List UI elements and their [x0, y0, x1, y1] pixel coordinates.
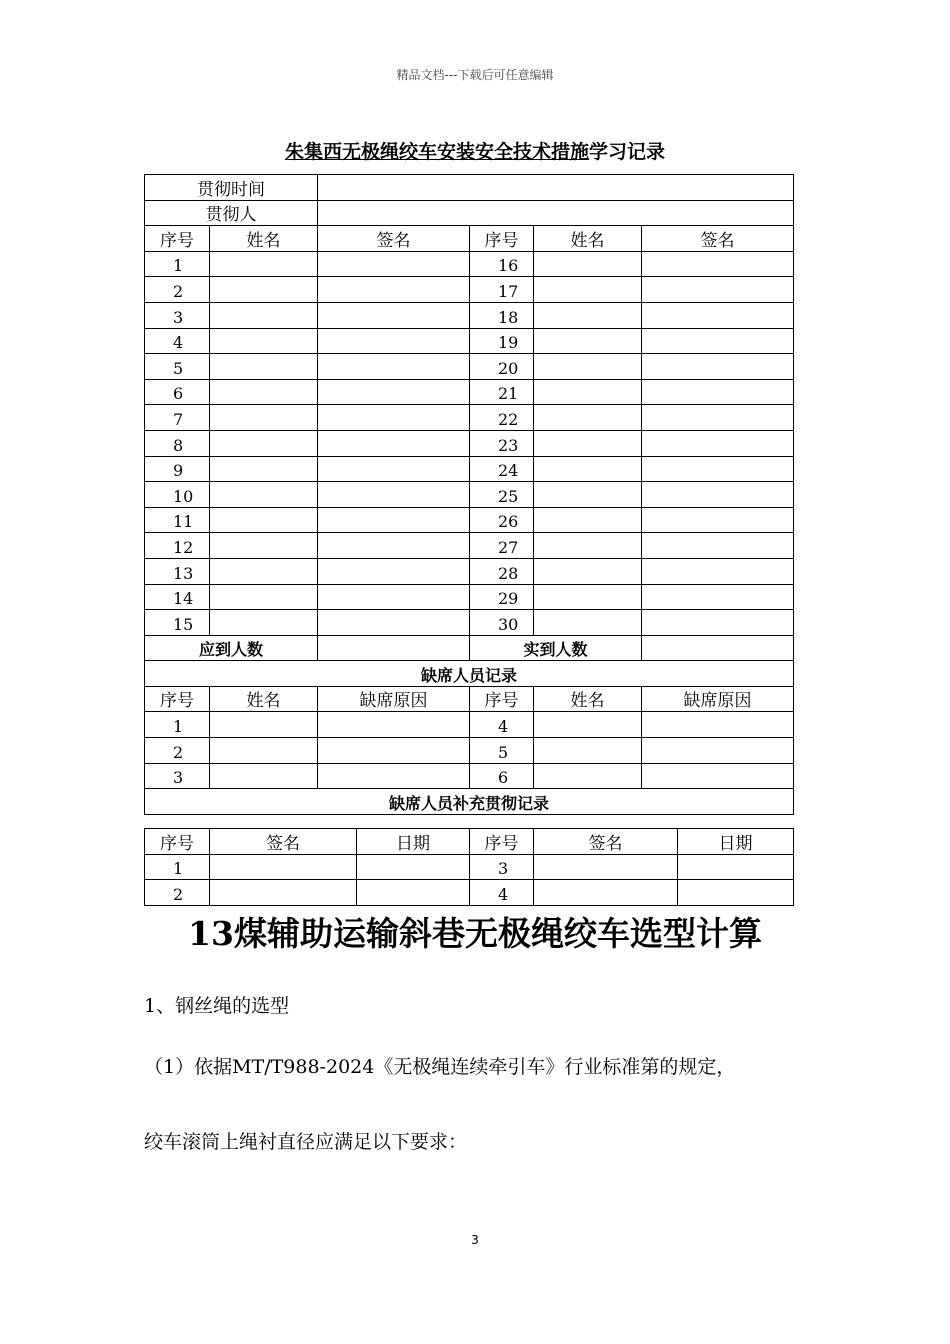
reason-cell: [318, 763, 470, 789]
row-number: 5: [145, 354, 210, 380]
sign-cell: [534, 880, 678, 906]
row-number: 3: [145, 763, 210, 789]
attendance-row: [145, 558, 794, 584]
sign-cell: [642, 430, 794, 456]
row-number: 26: [470, 507, 534, 533]
header-sign: 签名: [210, 829, 357, 855]
row-number: 2: [145, 277, 210, 303]
row-number: 14: [145, 584, 210, 610]
header-reason: 缺席原因: [642, 686, 794, 712]
row-number: 22: [470, 405, 534, 431]
sign-cell: [642, 302, 794, 328]
row-number: 19: [470, 328, 534, 354]
row-number: 10: [145, 482, 210, 508]
row-number: 27: [470, 533, 534, 559]
sign-cell: [318, 328, 470, 354]
sign-cell: [210, 854, 357, 880]
supplement-record-title: 缺席人员补充贯彻记录: [145, 789, 794, 815]
header-seq: 序号: [470, 686, 534, 712]
name-cell: [210, 507, 318, 533]
sign-cell: [642, 584, 794, 610]
attendance-row: [145, 302, 794, 328]
attendance-header-row: [145, 226, 794, 252]
name-cell: [534, 610, 642, 636]
header-date: 日期: [678, 829, 794, 855]
paragraph-1: 1、钢丝绳的选型: [144, 995, 290, 1017]
absent-header-row: [145, 686, 794, 712]
header-sign: 签名: [318, 226, 470, 252]
header-name: 姓名: [534, 686, 642, 712]
row-number: 1: [145, 251, 210, 277]
header-seq: 序号: [470, 226, 534, 252]
row-number: 4: [145, 328, 210, 354]
name-cell: [210, 354, 318, 380]
attendance-row: [145, 610, 794, 636]
name-cell: [210, 277, 318, 303]
form-title-rest: 学习记录: [589, 141, 666, 163]
sign-cell: [318, 302, 470, 328]
header-sign: 签名: [642, 226, 794, 252]
person-value-cell: [318, 200, 794, 226]
expected-count-cell: [318, 635, 470, 661]
name-cell: [210, 379, 318, 405]
sign-cell: [318, 251, 470, 277]
header-seq: 序号: [145, 226, 210, 252]
sign-cell: [642, 251, 794, 277]
header-name: 姓名: [210, 686, 318, 712]
name-cell: [534, 302, 642, 328]
name-cell: [210, 302, 318, 328]
sign-cell: [642, 354, 794, 380]
name-cell: [210, 558, 318, 584]
row-number: 5: [470, 738, 534, 764]
row-number: 1: [145, 854, 210, 880]
row-number: 4: [470, 880, 534, 906]
sign-cell: [318, 584, 470, 610]
page-number: 3: [471, 1233, 479, 1247]
section-title: 13煤辅助运输斜巷无极绳绞车选型计算: [188, 914, 762, 953]
row-number: 18: [470, 302, 534, 328]
row-number: 8: [145, 430, 210, 456]
attendance-row: [145, 328, 794, 354]
name-cell: [534, 712, 642, 738]
name-cell: [534, 251, 642, 277]
row-number: 3: [470, 854, 534, 880]
attendance-row: [145, 507, 794, 533]
time-label: 贯彻时间: [145, 175, 318, 201]
supplement-row: [145, 854, 794, 880]
sign-cell: [318, 482, 470, 508]
name-cell: [534, 456, 642, 482]
supplement-header-row: [145, 829, 794, 855]
absent-title-row: [145, 661, 794, 687]
sign-cell: [642, 533, 794, 559]
supplement-title-row: [145, 789, 794, 815]
sign-cell: [642, 328, 794, 354]
sign-cell: [318, 533, 470, 559]
expected-count-label: 应到人数: [145, 635, 318, 661]
sign-cell: [642, 610, 794, 636]
reason-cell: [642, 712, 794, 738]
name-cell: [534, 482, 642, 508]
attendance-row: [145, 277, 794, 303]
name-cell: [210, 251, 318, 277]
sign-cell: [318, 507, 470, 533]
row-number: 28: [470, 558, 534, 584]
supplement-row: [145, 880, 794, 906]
sign-cell: [534, 854, 678, 880]
row-number: 16: [470, 251, 534, 277]
name-cell: [210, 533, 318, 559]
header-name: 姓名: [210, 226, 318, 252]
name-cell: [210, 763, 318, 789]
form-title-underlined: 朱集西无极绳绞车安装安全技术措施: [284, 141, 589, 163]
row-number: 6: [470, 763, 534, 789]
date-cell: [678, 854, 794, 880]
row-number: 1: [145, 712, 210, 738]
absent-row: [145, 738, 794, 764]
supplement-record-table: [144, 828, 794, 906]
header-note: 精品文档---下载后可任意编辑: [396, 68, 554, 82]
name-cell: [534, 558, 642, 584]
sign-cell: [642, 379, 794, 405]
row-number: 30: [470, 610, 534, 636]
name-cell: [210, 738, 318, 764]
row-number: 20: [470, 354, 534, 380]
attendance-row: [145, 379, 794, 405]
attendance-row: [145, 456, 794, 482]
form-title: [0, 137, 950, 164]
sign-cell: [642, 456, 794, 482]
name-cell: [210, 405, 318, 431]
date-cell: [357, 854, 470, 880]
name-cell: [210, 712, 318, 738]
row-number: 24: [470, 456, 534, 482]
sign-cell: [318, 379, 470, 405]
header-reason: 缺席原因: [318, 686, 470, 712]
name-cell: [534, 533, 642, 559]
actual-count-label: 实到人数: [470, 635, 642, 661]
absent-row: [145, 712, 794, 738]
header-seq: 序号: [145, 829, 210, 855]
name-cell: [210, 610, 318, 636]
time-value-cell: [318, 175, 794, 201]
absent-record-title: 缺席人员记录: [145, 661, 794, 687]
sign-cell: [318, 430, 470, 456]
person-row: [145, 200, 794, 226]
count-row: [145, 635, 794, 661]
date-cell: [357, 880, 470, 906]
date-cell: [678, 880, 794, 906]
actual-count-cell: [642, 635, 794, 661]
attendance-row: [145, 405, 794, 431]
name-cell: [534, 354, 642, 380]
header-sign: 签名: [534, 829, 678, 855]
sign-cell: [642, 558, 794, 584]
header-date: 日期: [357, 829, 470, 855]
reason-cell: [318, 712, 470, 738]
sign-cell: [318, 610, 470, 636]
sign-cell: [318, 354, 470, 380]
sign-cell: [318, 456, 470, 482]
name-cell: [534, 507, 642, 533]
sign-cell: [210, 880, 357, 906]
row-number: 13: [145, 558, 210, 584]
row-number: 6: [145, 379, 210, 405]
sign-cell: [642, 482, 794, 508]
sign-cell: [318, 558, 470, 584]
attendance-row: [145, 584, 794, 610]
name-cell: [210, 584, 318, 610]
row-number: 11: [145, 507, 210, 533]
row-number: 29: [470, 584, 534, 610]
name-cell: [534, 379, 642, 405]
sign-cell: [642, 405, 794, 431]
name-cell: [534, 430, 642, 456]
header-seq: 序号: [470, 829, 534, 855]
attendance-row: [145, 354, 794, 380]
sign-cell: [318, 405, 470, 431]
name-cell: [534, 405, 642, 431]
attendance-row: [145, 430, 794, 456]
reason-cell: [642, 763, 794, 789]
time-row: [145, 175, 794, 201]
header-name: 姓名: [534, 226, 642, 252]
sign-cell: [642, 277, 794, 303]
row-number: 15: [145, 610, 210, 636]
paragraph-2: （1）依据MT/T988-2024《无极绳连续牵引车》行业标准第的规定，: [144, 1056, 736, 1078]
name-cell: [534, 277, 642, 303]
row-number: 17: [470, 277, 534, 303]
attendance-row: [145, 482, 794, 508]
name-cell: [534, 584, 642, 610]
row-number: 25: [470, 482, 534, 508]
name-cell: [534, 738, 642, 764]
name-cell: [534, 328, 642, 354]
row-number: 3: [145, 302, 210, 328]
row-number: 2: [145, 738, 210, 764]
name-cell: [210, 430, 318, 456]
reason-cell: [642, 738, 794, 764]
attendance-row: [145, 251, 794, 277]
name-cell: [210, 456, 318, 482]
row-number: 12: [145, 533, 210, 559]
row-number: 9: [145, 456, 210, 482]
person-label: 贯彻人: [145, 200, 318, 226]
reason-cell: [318, 738, 470, 764]
sign-cell: [642, 507, 794, 533]
row-number: 7: [145, 405, 210, 431]
attendance-row: [145, 533, 794, 559]
absent-row: [145, 763, 794, 789]
name-cell: [210, 328, 318, 354]
name-cell: [210, 482, 318, 508]
name-cell: [534, 763, 642, 789]
paragraph-3: 绞车滚筒上绳衬直径应满足以下要求：: [144, 1131, 468, 1153]
study-record-table: [144, 174, 794, 815]
row-number: 2: [145, 880, 210, 906]
row-number: 23: [470, 430, 534, 456]
header-seq: 序号: [145, 686, 210, 712]
row-number: 21: [470, 379, 534, 405]
sign-cell: [318, 277, 470, 303]
row-number: 4: [470, 712, 534, 738]
